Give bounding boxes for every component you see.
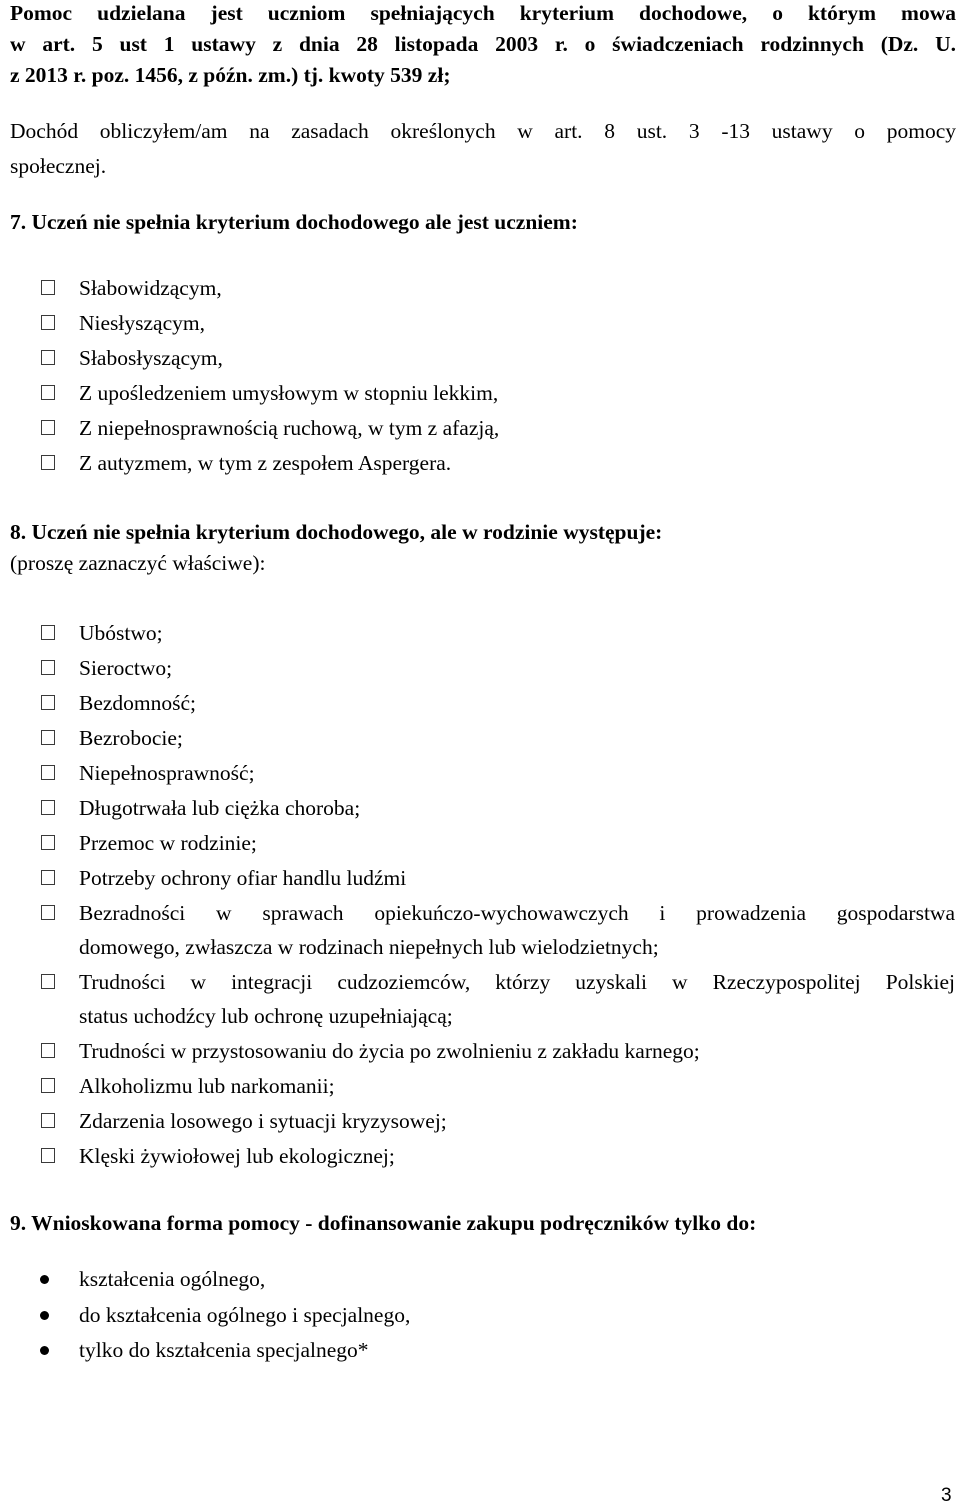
checkbox-label-continuation: domowego, zwłaszcza w rodzinach niepełnych lub wielodzietnych; — [79, 935, 659, 959]
checkbox-icon[interactable] — [41, 730, 55, 745]
checkbox-label: Trudności w przystosowaniu do życia po zwolnieniu z zakładu karnego; — [79, 1039, 700, 1063]
checkbox-label: Długotrwała lub ciężka choroba; — [79, 796, 361, 820]
checkbox-icon[interactable] — [41, 870, 55, 885]
checkbox-label: Słabosłyszącym, — [79, 346, 223, 370]
checkbox-icon[interactable] — [41, 625, 55, 640]
checkbox-icon[interactable] — [41, 905, 55, 920]
checkbox-icon[interactable] — [41, 695, 55, 710]
checkbox-icon[interactable] — [41, 420, 55, 435]
checkbox-icon[interactable] — [41, 315, 55, 330]
checkbox-icon[interactable] — [41, 1113, 55, 1128]
intro-line-2: w art. 5 ust 1 ustawy z dnia 28 listopada 2003 r. o świadczeniach rodzinnych (Dz. U. — [10, 32, 956, 56]
checkbox-label: Słabowidzącym, — [79, 276, 222, 300]
checkbox-icon[interactable] — [41, 1148, 55, 1163]
checkbox-label: Przemoc w rodzinie; — [79, 831, 257, 855]
section-8-heading: 8. Uczeń nie spełnia kryterium dochodowego, ale w rodzinie występuje: — [10, 520, 663, 544]
bullet-icon — [40, 1275, 49, 1284]
bullet-icon — [40, 1346, 49, 1355]
checkbox-label: Bezrobocie; — [79, 726, 183, 750]
checkbox-label: Z upośledzeniem umysłowym w stopniu lekkim, — [79, 381, 499, 405]
checkbox-label: Niesłyszącym, — [79, 311, 205, 335]
option-label: kształcenia ogólnego, — [79, 1267, 266, 1291]
checkbox-icon[interactable] — [41, 385, 55, 400]
checkbox-icon[interactable] — [41, 1078, 55, 1093]
bullet-icon — [40, 1311, 49, 1320]
checkbox-icon[interactable] — [41, 455, 55, 470]
option-label: do kształcenia ogólnego i specjalnego, — [79, 1303, 411, 1327]
checkbox-label: Potrzeby ochrony ofiar handlu ludźmi — [79, 866, 407, 890]
checkbox-icon[interactable] — [41, 350, 55, 365]
checkbox-label: Z niepełnosprawnością ruchową, w tym z afazją, — [79, 416, 500, 440]
checkbox-icon[interactable] — [41, 835, 55, 850]
intro-line-3: z 2013 r. poz. 1456, z późn. zm.) tj. kwoty 539 zł; — [10, 63, 451, 87]
checkbox-icon[interactable] — [41, 660, 55, 675]
section-7-heading: 7. Uczeń nie spełnia kryterium dochodowego ale jest uczniem: — [10, 210, 578, 234]
checkbox-label: Niepełnosprawność; — [79, 761, 255, 785]
checkbox-icon[interactable] — [41, 765, 55, 780]
checkbox-label: Trudności w integracji cudzoziemców, którzy uzyskali w Rzeczypospolitej Polskiej — [79, 970, 955, 994]
checkbox-label: Z autyzmem, w tym z zespołem Aspergera. — [79, 451, 452, 475]
section-9-heading: 9. Wnioskowana forma pomocy - dofinansowanie zakupu podręczników tylko do: — [10, 1211, 757, 1235]
checkbox-icon[interactable] — [41, 974, 55, 989]
checkbox-label: Klęski żywiołowej lub ekologicznej; — [79, 1144, 395, 1168]
checkbox-label: Sieroctwo; — [79, 656, 173, 680]
checkbox-label: Bezradności w sprawach opiekuńczo-wychowawczych i prowadzenia gospodarstwa — [79, 901, 955, 925]
income-statement-line-2: społecznej. — [10, 154, 107, 178]
checkbox-icon[interactable] — [41, 800, 55, 815]
checkbox-label: Alkoholizmu lub narkomanii; — [79, 1074, 335, 1098]
page-number: 3 — [941, 1485, 952, 1506]
checkbox-label: Bezdomność; — [79, 691, 197, 715]
checkbox-icon[interactable] — [41, 1043, 55, 1058]
option-label: tylko do kształcenia specjalnego* — [79, 1338, 369, 1362]
checkbox-label: Zdarzenia losowego i sytuacji kryzysowej; — [79, 1109, 447, 1133]
checkbox-icon[interactable] — [41, 280, 55, 295]
checkbox-label-continuation: status uchodźcy lub ochronę uzupełniającą; — [79, 1004, 453, 1028]
intro-line-1: Pomoc udzielana jest uczniom spełniających kryterium dochodowe, o którym mowa — [10, 1, 956, 25]
checkbox-label: Ubóstwo; — [79, 621, 163, 645]
section-8-subheading: (proszę zaznaczyć właściwe): — [10, 551, 266, 575]
income-statement-line-1: Dochód obliczyłem/am na zasadach określonych w art. 8 ust. 3 -13 ustawy o pomocy — [10, 119, 956, 143]
